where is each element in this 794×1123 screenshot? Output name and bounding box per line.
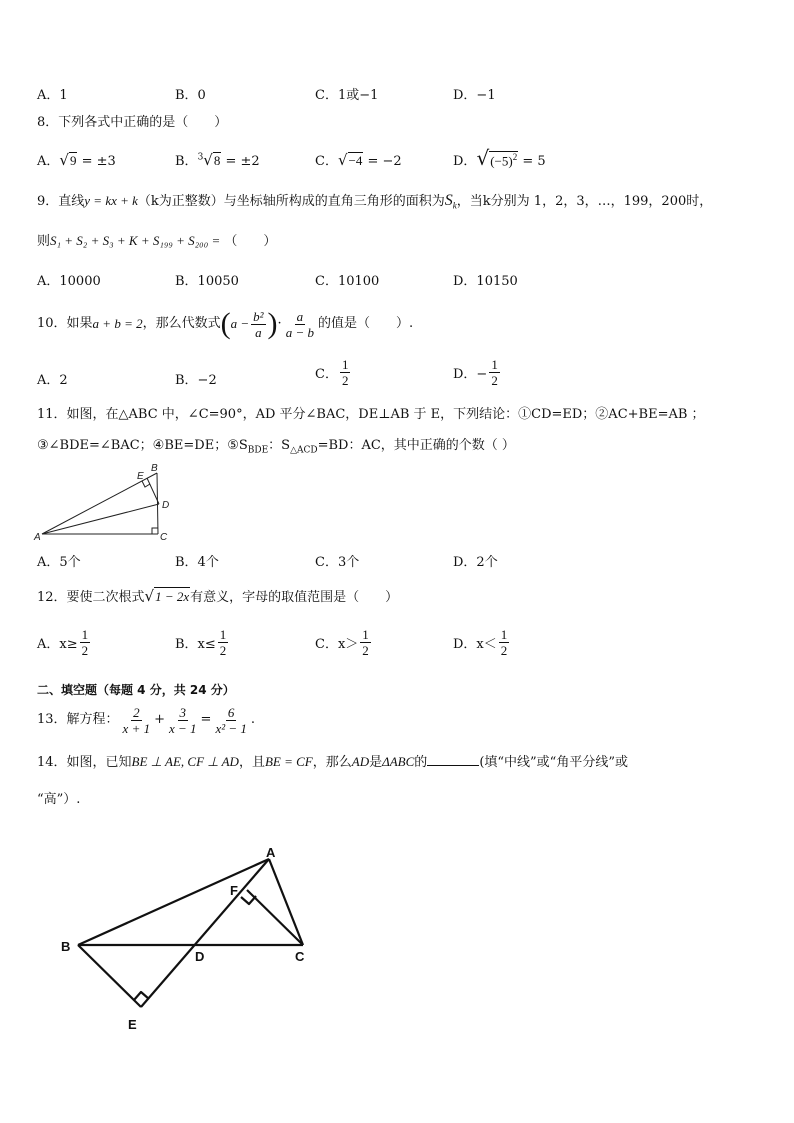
- q14-right-angle-f: [241, 896, 256, 904]
- q11-side-bc: [157, 473, 158, 534]
- q11-label-e: E: [137, 471, 144, 482]
- q11-segment-ad: [42, 504, 159, 534]
- q10-stem: 10．如果 a + b = 2 ，那么代数式 ( a − $\frac{\text{b²}}{a}$ ) · $\frac{a}{a - b}$ 的值是（ ）.: [37, 307, 414, 340]
- q11-stem-line1: 11．如图，在△ABC 中，∠C=90°，AD 平分∠BAC，DE⊥AB 于 E，下列结论：①CD=ED；②AC+BE=AB ；: [37, 407, 705, 422]
- q14-triangle-figure: [50, 835, 330, 1035]
- q14-label-e: E: [128, 1017, 137, 1032]
- q11-label-c: C: [160, 532, 168, 543]
- q11-right-angle-c: [152, 528, 158, 534]
- q14-label-c: C: [295, 949, 305, 964]
- q7-option-c: C．1或−1: [315, 88, 379, 103]
- q10-option-d: D．− $\frac{1}{2}$: [453, 357, 498, 388]
- q14-segment-ae: [141, 859, 269, 1007]
- q12-option-c: C．x＞ $\frac{1}{2}$: [315, 627, 369, 658]
- q9-option-b: B．10050: [175, 274, 239, 289]
- q12-option-b: B．x≤ $\frac{1}{2}$: [175, 627, 227, 658]
- q7-option-b: B．0: [175, 88, 206, 103]
- q11-side-ab: [42, 473, 157, 534]
- q8-option-d: D．$√(-5)^2 = 5$: [453, 146, 546, 170]
- q14-side-ac: [269, 859, 303, 945]
- q13-stem: 13．解方程： $\frac{2}{x + 1}$ + $\frac{3}{x - 1}$ = $\frac{6}{\text{x² − 1}}$ .: [37, 704, 256, 736]
- section-2-heading: 二、填空题（每题 4 分，共 24 分）: [37, 683, 235, 697]
- q11-option-d: D．2个: [453, 555, 498, 570]
- q11-option-a: A．5个: [37, 555, 81, 570]
- q10-option-a: A．2: [37, 373, 68, 388]
- q14-stem-line2: “高”）.: [37, 792, 81, 807]
- q14-segment-be: [78, 945, 141, 1007]
- q14-stem-line1: 14．如图，已知BE ⊥ AE, CF ⊥ AD，且BE = CF，那么AD是ΔABC的 (填“中线”或“角平分线”或: [37, 754, 628, 770]
- q7-option-d: D．−1: [453, 88, 496, 103]
- q14-label-a: A: [266, 845, 276, 860]
- q11-triangle-figure: [30, 460, 180, 544]
- q10-option-c: C． $\frac{1}{2}$: [315, 357, 349, 388]
- q11-option-b: B．4个: [175, 555, 219, 570]
- q7-option-a: A．1: [37, 88, 68, 103]
- q10-option-b: B．−2: [175, 373, 217, 388]
- q11-label-d: D: [162, 500, 170, 511]
- q9-option-d: D．10150: [453, 274, 518, 289]
- q9-option-a: A．10000: [37, 274, 101, 289]
- q8-option-a: A．√9 = ±3: [37, 151, 116, 169]
- q11-option-c: C．3个: [315, 555, 360, 570]
- q14-label-f: F: [230, 883, 238, 898]
- q12-stem: 12．要使二次根式√1 − 2x有意义，字母的取值范围是（ ）: [37, 587, 399, 605]
- q9-option-c: C．10100: [315, 274, 380, 289]
- q14-answer-blank[interactable]: [427, 753, 479, 766]
- q11-label-a: A: [34, 532, 41, 543]
- q14-label-b: B: [61, 939, 71, 954]
- q8-option-c: C．√−4 = −2: [315, 151, 402, 169]
- q9-sum-line: 则S₁ + S₂ + S₃ + K + S₁₉₉ + S₂₀₀ = （ ）: [37, 233, 277, 249]
- q12-option-a: A．x≥ $\frac{1}{2}$: [37, 627, 89, 658]
- q11-label-b: B: [151, 463, 158, 474]
- q14-side-ab: [78, 859, 269, 945]
- q8-stem: 8．下列各式中正确的是（ ）: [37, 115, 228, 130]
- q14-label-d: D: [195, 949, 205, 964]
- q8-option-b: B．$^3$√8 = ±2: [175, 151, 260, 169]
- q12-option-d: D．x＜ $\frac{1}{2}$: [453, 627, 508, 658]
- q9-stem: 9．直线y = kx + k（k为正整数）与坐标轴所构成的直角三角形的面积为$S_k$，当k分别为 1，2，3，…，199，200时，: [37, 192, 713, 211]
- q11-stem-line2: ③∠BDE=∠BAC；④BE=DE；$⑤S_{BDE}$：$S_{\triangle ACD}=BD$：AC，其中正确的个数（ ）: [37, 438, 515, 456]
